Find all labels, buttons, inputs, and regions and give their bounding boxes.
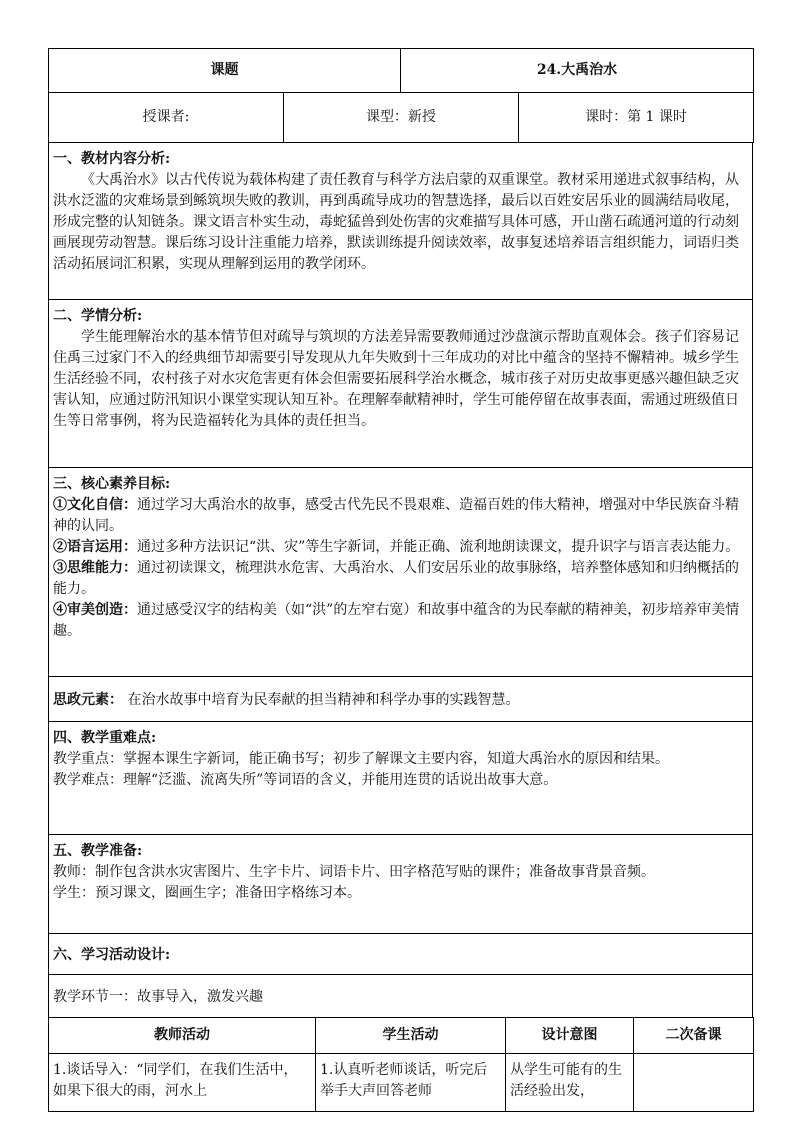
section-learner-analysis [49,300,753,468]
header-second-prep: 二次备课 [634,1018,754,1054]
header-student-activity: 学生活动 [316,1018,506,1054]
goal-label: ①文化自信： [53,497,137,513]
section-preparation [49,835,753,934]
goal-item [53,537,748,558]
cell-second-prep [634,1054,754,1112]
topic-label: 课题 [49,49,401,93]
teacher-label: 授课者: [49,93,284,143]
cell-student-activity: 1.认真听老师谈话，听完后举手大声回答老师 [316,1054,506,1112]
goal-label: ②语言运用： [53,539,137,555]
teacher-preparation: 教师：制作包含洪水灾害图片、生字卡片、词语卡片、田字格范写贴的课件；准备故事背景音频。 [53,864,655,880]
goal-text: 通过初读课文，梳理洪水危害、大禹治水、人们安居乐业的故事脉络，培养整体感知和归纳概括的能力。 [53,560,739,597]
goal-text: 通过多种方法识记“洪、灾”等生字新词，并能正确、流利地朗读课文，提升识字与语言表达能力。 [137,539,740,555]
header-table [48,48,754,143]
section-title: 三、核心素养目标: [53,476,171,492]
section-title: 六、学习活动设计: [53,946,171,963]
step-title: 教学环节一：故事导入，激发兴趣 [53,988,263,1005]
goal-text: 通过感受汉字的结构美（如“洪”的左窄右宽）和故事中蕴含的为民奉献的精神美，初步培养审美情趣。 [53,602,740,639]
goal-label: ③思维能力： [53,560,137,576]
goal-label: ④审美创造： [53,602,137,618]
topic-value: 24.大禹治水 [401,49,754,93]
header-teacher-activity: 教师活动 [49,1018,316,1054]
cell-teacher-activity: 1.谈话导入：“同学们，在我们生活中，如果下很大的雨，河水上 [49,1054,316,1112]
section-key-points [49,722,753,835]
section-body: 《大禹治水》以古代传说为载体构建了责任教育与科学方法启蒙的双重课堂。教材采用递进式叙事结构，从洪水泛滥的灾难场景到鲧筑坝失败的教训，再到禹疏导成功的智慧选择，最后以百姓安居乐业的圆满结局收尾，形成完整的认知链条。课文语言朴实生动，毒蛇猛兽到处伤害的灾难描写具体可感，开山凿石疏通河道的行动刻画展现劳动智慧。课后练习设计注重能力培养，默读训练提升阅读效率，故事复述培养语言组织能力，词语归类活动拓展词汇积累，实现从理解到运用的教学闭环。 [53,172,739,272]
difficult-point: 教学难点：理解“泛滥、流离失所”等词语的含义，并能用连贯的话说出故事大意。 [53,772,558,788]
lesson-plan-page [48,48,753,1112]
lesson-period: 课时：第 1 课时 [519,93,754,143]
goal-item [53,558,748,600]
section-body: 学生能理解治水的基本情节但对疏导与筑坝的方法差异需要教师通过沙盘演示帮助直观体会。孩子们容易记住禹三过家门不入的经典细节却需要引导发现从九年失败到十三年成功的对比中蕴含的坚持不懈精神。城乡学生生活经验不同，农村孩子对水灾危害更有体会但需要拓展科学治水概念，城市孩子对历史故事更感兴趣但缺乏灾害认知，应通过防汛知识小课堂实现认知互补。在理解奉献精神时，学生可能停留在故事表面，需通过班级值日生等日常事例，将为民造福转化为具体的责任担当。 [53,329,739,429]
section-title: 一、教材内容分析: [53,151,171,167]
ideology-label: 思政元素： [53,691,123,708]
key-point: 教学重点：掌握本课生字新词，能正确书写；初步了解课文主要内容，知道大禹治水的原因和结果。 [53,751,669,767]
section-title: 二、学情分析: [53,308,143,324]
goal-item [53,495,748,537]
header-design-intent: 设计意图 [506,1018,634,1054]
ideology-text: 在治水故事中培育为民奉献的担当精神和科学办事的实践智慧。 [123,691,520,708]
step-one [49,975,753,1018]
cell-design-intent: 从学生可能有的生活经验出发， [506,1054,634,1112]
section-title: 五、教学准备: [53,843,143,859]
goal-item [53,600,748,642]
content-table [48,142,753,1018]
section-title: 四、教学重难点: [53,730,157,746]
section-ideology [49,677,753,722]
section-textbook-analysis [49,143,753,300]
section-activity-design [49,934,753,975]
student-preparation: 学生：预习课文，圈画生字；准备田字格练习本。 [53,885,361,901]
activity-table [48,1017,754,1112]
goal-text: 通过学习大禹治水的故事，感受古代先民不畏艰难、造福百姓的伟大精神，增强对中华民族奋斗精神的认同。 [53,497,739,534]
section-core-goals [49,468,753,677]
lesson-type: 课型：新授 [284,93,519,143]
